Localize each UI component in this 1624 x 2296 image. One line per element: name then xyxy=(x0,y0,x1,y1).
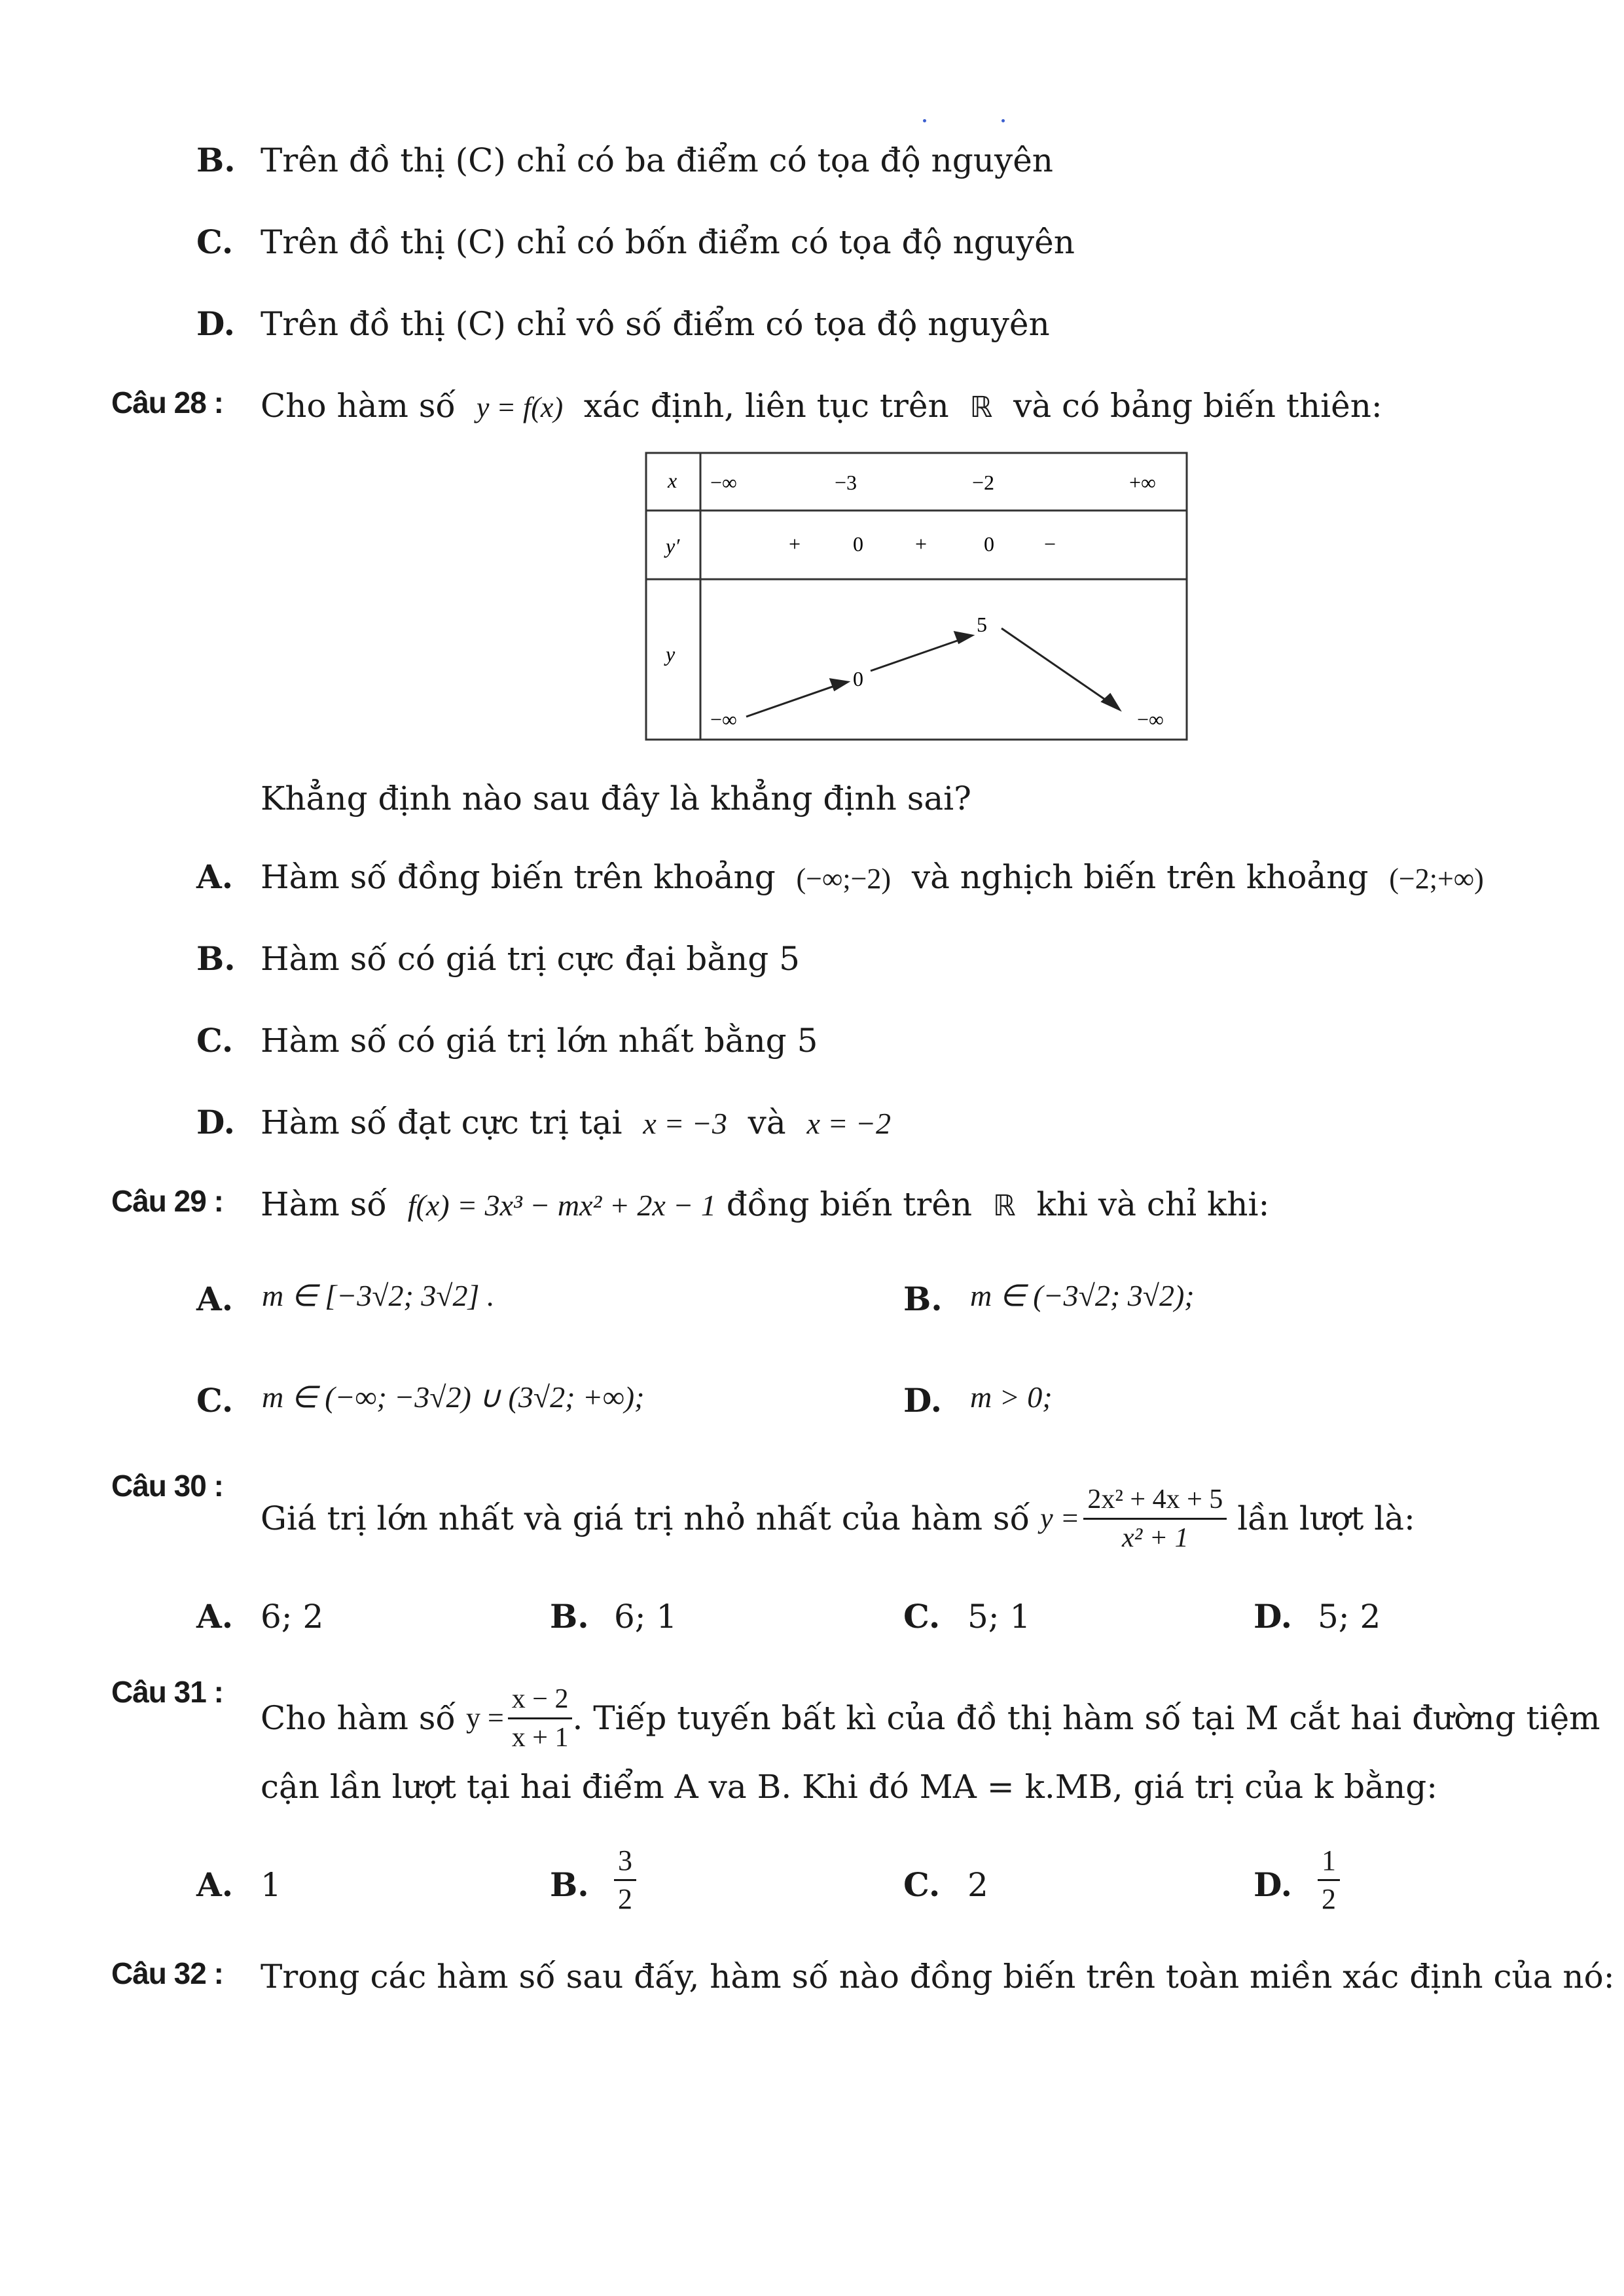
q28-option-a-text: Hàm số đồng biến trên khoảng (−∞;−2) và nghịch biến trên khoảng (−2;+∞) xyxy=(261,858,1484,896)
q29-option-d-label: D. xyxy=(903,1381,942,1420)
table-row-yprime-label: y′ xyxy=(666,534,680,558)
q30-option-c-text: 5; 1 xyxy=(967,1598,1031,1636)
table-x-value: +∞ xyxy=(1129,471,1156,494)
q28-option-c-text: Hàm số có giá trị lớn nhất bằng 5 xyxy=(261,1022,818,1060)
table-row-y-label: y xyxy=(666,642,676,666)
q30-option-a-label: A. xyxy=(196,1597,234,1636)
q30-option-b-text: 6; 1 xyxy=(614,1598,677,1636)
q31-label: Câu 31 : xyxy=(111,1675,223,1709)
q31-option-d-fraction: $\frac{1}{2}$ xyxy=(1318,1842,1340,1918)
table-sign: + xyxy=(789,532,801,556)
q27-option-d-text: Trên đồ thị (C) chỉ vô số điểm có tọa độ nguyên xyxy=(261,305,1050,343)
q30-option-d-text: 5; 2 xyxy=(1318,1598,1381,1636)
variation-table xyxy=(645,452,1195,746)
table-x-value: −∞ xyxy=(710,471,737,494)
q28-option-d-text: Hàm số đạt cực trị tại x = −3 và x = −2 xyxy=(261,1103,891,1141)
q31-option-c-text: 2 xyxy=(967,1866,988,1904)
decorative-dots xyxy=(884,119,1015,123)
q28-option-c-label: C. xyxy=(196,1021,234,1060)
q29-option-c-math: m ∈ (−∞; −3√2) ∪ (3√2; +∞); xyxy=(262,1380,645,1414)
q29-option-a-label: A. xyxy=(196,1280,234,1318)
q30-option-a-text: 6; 2 xyxy=(261,1598,324,1636)
q27-option-d-label: D. xyxy=(196,304,235,343)
q31-option-c-label: C. xyxy=(903,1865,941,1904)
q31-option-a-label: A. xyxy=(196,1865,234,1904)
q30-option-d-label: D. xyxy=(1254,1597,1292,1636)
table-sign: 0 xyxy=(984,532,994,556)
table-y-value: −∞ xyxy=(710,708,737,731)
q28-option-d-label: D. xyxy=(196,1103,235,1141)
q29-label: Câu 29 : xyxy=(111,1184,223,1218)
table-sign: 0 xyxy=(853,532,863,556)
q31-fraction: $\frac{x - 2}{x + 1}$ xyxy=(508,1681,573,1756)
q29-option-a-math: m ∈ [−3√2; 3√2] . xyxy=(262,1279,495,1312)
q28-label: Câu 28 : xyxy=(111,386,223,420)
q30-option-c-label: C. xyxy=(903,1597,941,1636)
table-row-x-label: x xyxy=(668,469,677,492)
q30-option-b-label: B. xyxy=(550,1597,589,1636)
q28-option-a-label: A. xyxy=(196,857,234,896)
q31-stem-line2: cận lần lượt tại hai điểm A va B. Khi đó MA = k.MB, giá trị của k bằng: xyxy=(261,1768,1438,1806)
table-y-value: 0 xyxy=(853,667,863,691)
q31-stem: Cho hàm số y = $\frac{x - 2}{x + 1}$ . Tiếp tuyến bất kì của đồ thị hàm số tại M cắt hai đường tiệm xyxy=(261,1676,1600,1761)
q29-option-b-math: m ∈ (−3√2; 3√2); xyxy=(970,1279,1195,1312)
table-x-value: −2 xyxy=(972,471,995,494)
q27-option-c-text: Trên đồ thị (C) chỉ có bốn điểm có tọa độ nguyên xyxy=(261,223,1075,261)
table-y-value: −∞ xyxy=(1137,708,1164,731)
table-grid xyxy=(646,453,1187,740)
q29-option-c-label: C. xyxy=(196,1381,234,1420)
q30-stem: Giá trị lớn nhất và giá trị nhỏ nhất của hàm số y = $\frac{\text{2x² + 4x + 5}}{\text{x² + 1}}$ lần lượt là: xyxy=(261,1476,1415,1561)
q29-option-b-label: B. xyxy=(903,1280,943,1318)
variation-arrows xyxy=(746,628,1119,717)
table-sign: + xyxy=(915,532,928,556)
q29-stem: Hàm số f(x) = 3x³ − mx² + 2x − 1 đồng biến trên ℝ khi và chỉ khi: xyxy=(261,1185,1270,1223)
q31-option-b-label: B. xyxy=(550,1865,589,1904)
q28-stem: Cho hàm số y = f(x) xác định, liên tục trên ℝ và có bảng biến thiên: xyxy=(261,387,1382,425)
q27-option-b-label: B. xyxy=(196,141,236,179)
q29-option-d-math: m > 0; xyxy=(970,1380,1053,1414)
q32-label: Câu 32 : xyxy=(111,1956,223,1990)
q30-label: Câu 30 : xyxy=(111,1469,223,1503)
q28-option-b-label: B. xyxy=(196,939,236,978)
table-x-value: −3 xyxy=(835,471,857,494)
q27-option-c-label: C. xyxy=(196,223,234,261)
table-y-value: 5 xyxy=(977,613,987,636)
q30-fraction: $\frac{\text{2x² + 4x + 5}}{\text{x² + 1}}$ xyxy=(1083,1481,1227,1556)
q32-stem: Trong các hàm số sau đấy, hàm số nào đồng biến trên toàn miền xác định của nó: xyxy=(261,1958,1615,1996)
q31-option-d-label: D. xyxy=(1254,1865,1292,1904)
table-sign: − xyxy=(1044,532,1056,556)
q28-option-b-text: Hàm số có giá trị cực đại bằng 5 xyxy=(261,940,800,978)
q28-question: Khẳng định nào sau đây là khẳng định sai? xyxy=(261,780,971,817)
q31-option-b-fraction: $\frac{3}{2}$ xyxy=(614,1842,636,1918)
q31-option-a-text: 1 xyxy=(261,1866,281,1904)
q27-option-b-text: Trên đồ thị (C) chỉ có ba điểm có tọa độ nguyên xyxy=(261,141,1053,179)
